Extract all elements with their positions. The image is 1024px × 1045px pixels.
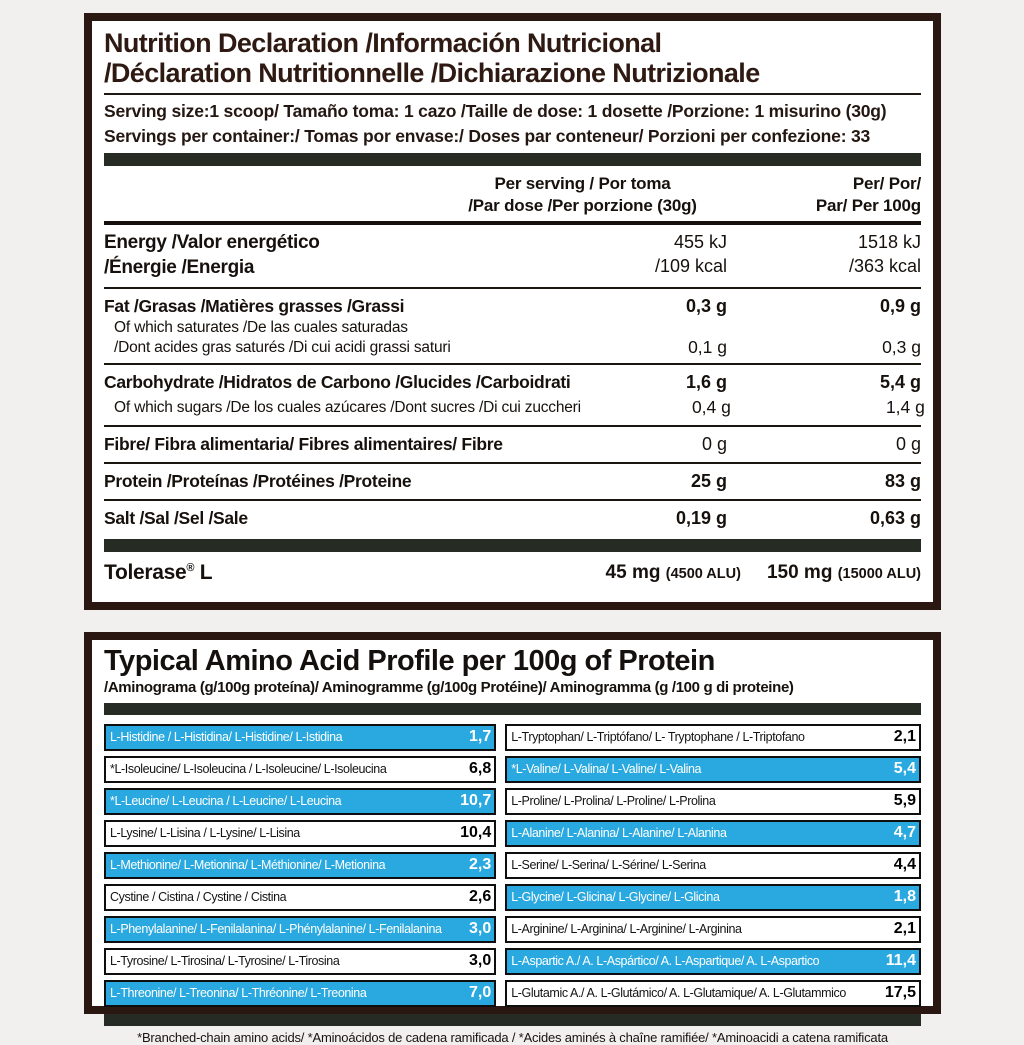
amino-row-valine [505,756,921,783]
per-serving-header-line2: /Par dose /Per porzione (30g) [468,195,697,215]
fibre-per-100g: 0 g [895,433,921,454]
tolerase-serving-amount: 45 mg [605,561,666,583]
amino-value: 6,8 [468,760,492,778]
amino-label: L-Tyrosine/ L-Tirosina/ L-Tyrosine/ L-Tirosina [110,954,340,969]
row-fat [104,289,921,318]
saturates-label-line2: /Dont acides gras saturés /Di cui acidi grassi saturi [114,339,451,357]
amino-row-glutamic [505,980,921,1007]
amino-value: 10,4 [460,824,492,842]
energy-kj-100g: 1518 kJ [857,232,921,253]
tolerase-label [104,561,606,585]
amino-row-glycine [505,884,921,911]
tolerase-100g-amount: 150 mg [766,561,838,583]
amino-label: L-Alanine/ L-Alanina/ L-Alanine/ L-Alanina [511,826,727,841]
amino-label: L-Glycine/ L-Glicina/ L-Glycine/ L-Glicina [511,890,720,905]
tolerase-100g-alu: (15000 ALU) [837,565,921,582]
amino-table [104,724,921,1012]
tolerase-per-100g [767,562,921,584]
amino-value: 1,7 [468,728,492,746]
amino-acid-profile-panel [84,632,941,1045]
fat-per-serving: 0,3 g [685,295,727,316]
salt-per-serving: 0,19 g [675,508,727,529]
carbohydrate-per-serving: 1,6 g [685,372,727,393]
amino-label: L-Lysine/ L-Lisina / L-Lysine/ L-Lisina [110,826,300,841]
salt-per-100g: 0,63 g [869,508,921,529]
separator-bar [104,539,921,552]
amino-row-proline [505,788,921,815]
amino-label: L-Serine/ L-Serina/ L-Sérine/ L-Serina [511,858,706,873]
amino-value: 7,0 [468,984,492,1002]
amino-label: L-Glutamic A./ A. L-Glutámico/ A. L-Glutamique/ A. L-Glutammico [511,986,846,1001]
row-salt [104,501,921,536]
amino-label: Cystine / Cistina / Cystine / Cistina [110,890,287,905]
amino-footnote: *Branched-chain amino acids/ *Aminoácidos de cadena ramificada / *Acides aminés à chaîne ramifiée/ *Aminoacidi a catena ramificata [137,1029,888,1045]
amino-label: L-Phenylalanine/ L-Fenilalanina/ L-Phénylalanine/ L-Fenilalanina [110,922,442,937]
row-fibre [104,427,921,462]
row-sugars [104,396,925,425]
fibre-per-serving: 0 g [701,433,727,454]
amino-value: 2,1 [893,728,916,746]
amino-value: 2,3 [468,856,492,874]
column-headers [104,166,921,222]
nutrition-title-line2: /Déclaration Nutritionnelle /Dichiarazione Nutrizionale [104,58,760,89]
tolerase-serving-alu: (4500 ALU) [665,565,741,582]
tolerase-suffix: L [194,560,213,584]
saturates-label [104,318,577,358]
per-100g-header-line1: Per/ Por/ [852,173,921,193]
amino-row-threonine [104,980,496,1007]
amino-value: 4,7 [893,824,916,842]
amino-right-column [505,724,921,1012]
amino-label: L-Methionine/ L-Metionina/ L-Méthionine/ L-Metionina [110,858,386,873]
amino-title: Typical Amino Acid Profile per 100g of Protein [104,645,715,677]
protein-per-100g: 83 g [884,471,921,492]
energy-kcal-100g: /363 kcal [848,255,921,276]
separator-bar [104,703,921,715]
tolerase-per-serving [606,562,741,584]
per-serving-column-header [440,173,725,217]
amino-value: 3,0 [468,952,492,970]
amino-value: 10,7 [460,792,492,810]
amino-label: L-Arginine/ L-Arginina/ L-Arginine/ L-Arginina [511,922,742,937]
amino-row-histidine [104,724,496,751]
amino-label: L-Tryptophan/ L-Triptófano/ L- Tryptophane / L-Triptofano [511,730,805,745]
saturates-per-100g: 0,3 g [882,337,921,358]
per-100g-column-header [725,173,921,217]
amino-row-tyrosine [104,948,496,975]
amino-value: 2,1 [893,920,916,938]
row-carbohydrate [104,365,921,396]
energy-per-serving [577,231,727,278]
energy-per-100g [727,231,921,278]
energy-kcal-serving: /109 kcal [654,255,727,276]
row-saturates [104,318,921,363]
sugars-label: Of which sugars /De los cuales azúcares /Dont sucres /Di cui zuccheri [114,398,581,416]
fat-label: Fat /Grasas /Matières grasses /Grassi [104,295,405,316]
amino-row-leucine [104,788,496,815]
energy-label [104,231,577,280]
carbohydrate-label: Carbohydrate /Hidratos de Carbono /Glucides /Carboidrati [104,372,571,393]
sugars-per-serving: 0,4 g [691,396,731,417]
serving-size-line: Serving size:1 scoop/ Tamaño toma: 1 cazo /Taille de dose: 1 dosette /Porzione: 1 misurino (30g) [104,101,887,122]
amino-row-cystine [104,884,496,911]
amino-value: 5,4 [893,760,916,778]
amino-label: L-Histidine / L-Histidina/ L-Histidine/ L-Istidina [110,730,343,745]
amino-value: 5,9 [893,792,916,810]
separator-bar [104,1014,921,1026]
sugars-per-100g: 1,4 g [885,396,925,417]
row-tolerase [104,552,921,589]
nutrition-declaration-panel [84,13,941,610]
amino-row-phenylalanine [104,916,496,943]
amino-subtitle: /Aminograma (g/100g proteína)/ Aminogramme (g/100g Protéine)/ Aminogramma (g /100 g di proteine) [104,678,794,696]
per-serving-header-line1: Per serving / Por toma [494,173,671,193]
amino-label: *L-Isoleucine/ L-Isoleucina / L-Isoleucine/ L-Isoleucina [110,762,387,777]
energy-label-line1: Energy /Valor energético [104,232,320,254]
amino-value: 4,4 [893,856,916,874]
amino-row-tryptophan [505,724,921,751]
row-energy [104,225,921,286]
energy-kj-serving: 455 kJ [673,232,727,253]
separator-bar [104,153,921,166]
amino-left-column [104,724,496,1012]
row-protein [104,464,921,499]
carbohydrate-per-100g: 5,4 g [879,372,921,393]
protein-label: Protein /Proteínas /Protéines /Proteine [104,471,412,492]
amino-value: 1,8 [893,888,916,906]
amino-value: 17,5 [884,984,916,1002]
amino-row-isoleucine [104,756,496,783]
amino-label: *L-Leucine/ L-Leucina / L-Leucine/ L-Leucina [110,794,342,809]
amino-row-lysine [104,820,496,847]
amino-label: L-Aspartic A./ A. L-Aspártico/ A. L-Aspartique/ A. L-Aspartico [511,954,820,969]
amino-row-alanine [505,820,921,847]
saturates-label-line1: Of which saturates /De las cuales saturadas [114,319,408,337]
amino-value: 2,6 [468,888,492,906]
servings-per-container-line: Servings per container:/ Tomas por envase:/ Doses par conteneur/ Porzioni per confezione: 33 [104,125,871,146]
registered-trademark-symbol: ® [186,561,195,574]
nutrition-title-line1: Nutrition Declaration /Información Nutricional [104,28,662,58]
amino-label: L-Threonine/ L-Treonina/ L-Thréonine/ L-Treonina [110,986,367,1001]
tolerase-name: Tolerase [104,560,187,584]
protein-per-serving: 25 g [690,471,727,492]
amino-value: 11,4 [885,952,916,970]
amino-label: L-Proline/ L-Prolina/ L-Proline/ L-Prolina [511,794,716,809]
nutrition-title [104,28,921,88]
amino-row-aspartic [505,948,921,975]
energy-label-line2: /Énergie /Energia [104,256,255,278]
divider [104,93,921,95]
fibre-label: Fibre/ Fibra alimentaria/ Fibres alimentaires/ Fibre [104,433,503,454]
per-100g-header-line2: Par/ Per 100g [815,195,921,215]
amino-label: *L-Valine/ L-Valina/ L-Valine/ L-Valina [511,762,702,777]
amino-row-arginine [505,916,921,943]
amino-value: 3,0 [468,920,492,938]
salt-label: Salt /Sal /Sel /Sale [104,508,248,529]
saturates-per-serving: 0,1 g [688,337,727,358]
amino-row-serine [505,852,921,879]
fat-per-100g: 0,9 g [879,295,921,316]
amino-row-methionine [104,852,496,879]
